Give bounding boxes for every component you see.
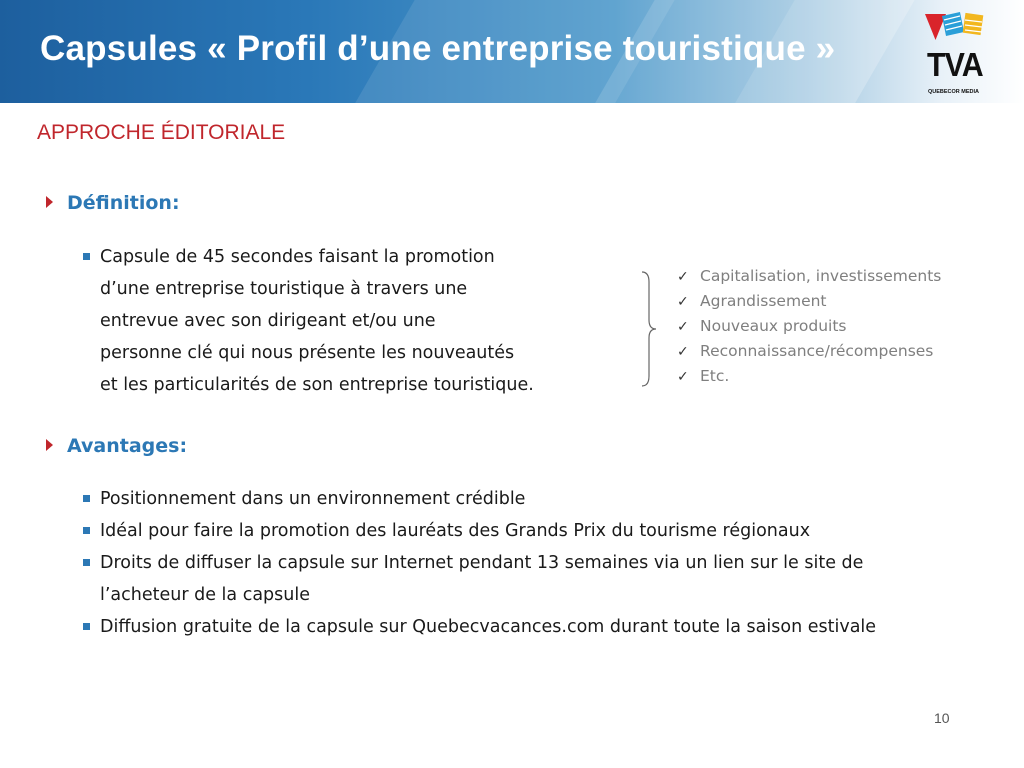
checklist-item-label: Capitalisation, investissements — [700, 267, 942, 285]
checklist-item — [677, 339, 941, 364]
definition-checklist — [677, 264, 941, 389]
checklist-item — [677, 314, 941, 339]
arrow-bullet-icon — [46, 196, 53, 208]
curly-brace-icon — [640, 270, 658, 388]
square-bullet-icon — [83, 623, 90, 630]
square-bullet-icon — [83, 495, 90, 502]
list-item-text: Positionnement dans un environnement crédible — [100, 489, 526, 509]
check-icon: ✓ — [677, 269, 689, 285]
logo-subtext: QUEBECOR MEDIA — [928, 89, 980, 95]
definition-heading-label: Définition: — [67, 192, 180, 214]
check-icon: ✓ — [677, 344, 689, 360]
square-bullet-icon — [83, 559, 90, 566]
checklist-item-label: Etc. — [700, 367, 730, 385]
checklist-item-label: Agrandissement — [700, 292, 827, 310]
avantages-heading-label: Avantages: — [67, 435, 188, 457]
list-item — [100, 547, 930, 611]
list-item-text: Diffusion gratuite de la capsule sur Quebecvacances.com durant toute la saison estivale — [100, 617, 877, 637]
checklist-item — [677, 264, 941, 289]
square-bullet-icon — [83, 253, 90, 260]
slide-title: Capsules « Profil d’une entreprise touristique » — [40, 29, 836, 68]
definition-heading — [46, 192, 180, 214]
definition-line: d’une entreprise touristique à travers une — [100, 279, 468, 299]
definition-line: et les particularités de son entreprise touristique. — [100, 375, 534, 395]
checklist-item-label: Reconnaissance/récompenses — [700, 342, 934, 360]
definition-text — [100, 241, 630, 401]
check-icon: ✓ — [677, 319, 689, 335]
list-item-text: Droits de diffuser la capsule sur Internet pendant 13 semaines via un lien sur le site de l’acheteur de la capsule — [100, 553, 864, 605]
list-item — [100, 611, 930, 643]
arrow-bullet-icon — [46, 439, 53, 451]
list-item — [100, 483, 960, 515]
list-item — [100, 515, 960, 547]
checklist-item — [677, 364, 941, 389]
check-icon: ✓ — [677, 294, 689, 310]
avantages-heading — [46, 435, 187, 457]
section-heading: APPROCHE ÉDITORIALE — [37, 121, 286, 144]
avantages-list — [100, 483, 960, 643]
check-icon: ✓ — [677, 369, 689, 385]
checklist-item-label: Nouveaux produits — [700, 317, 847, 335]
page-number: 10 — [934, 710, 950, 726]
definition-line: personne clé qui nous présente les nouveautés — [100, 343, 515, 363]
checklist-item — [677, 289, 941, 314]
definition-line: Capsule de 45 secondes faisant la promotion — [100, 247, 495, 267]
definition-line: entrevue avec son dirigeant et/ou une — [100, 311, 436, 331]
square-bullet-icon — [83, 527, 90, 534]
logo-wordmark: TVA — [927, 46, 983, 83]
list-item-text: Idéal pour faire la promotion des lauréats des Grands Prix du tourisme régionaux — [100, 521, 811, 541]
